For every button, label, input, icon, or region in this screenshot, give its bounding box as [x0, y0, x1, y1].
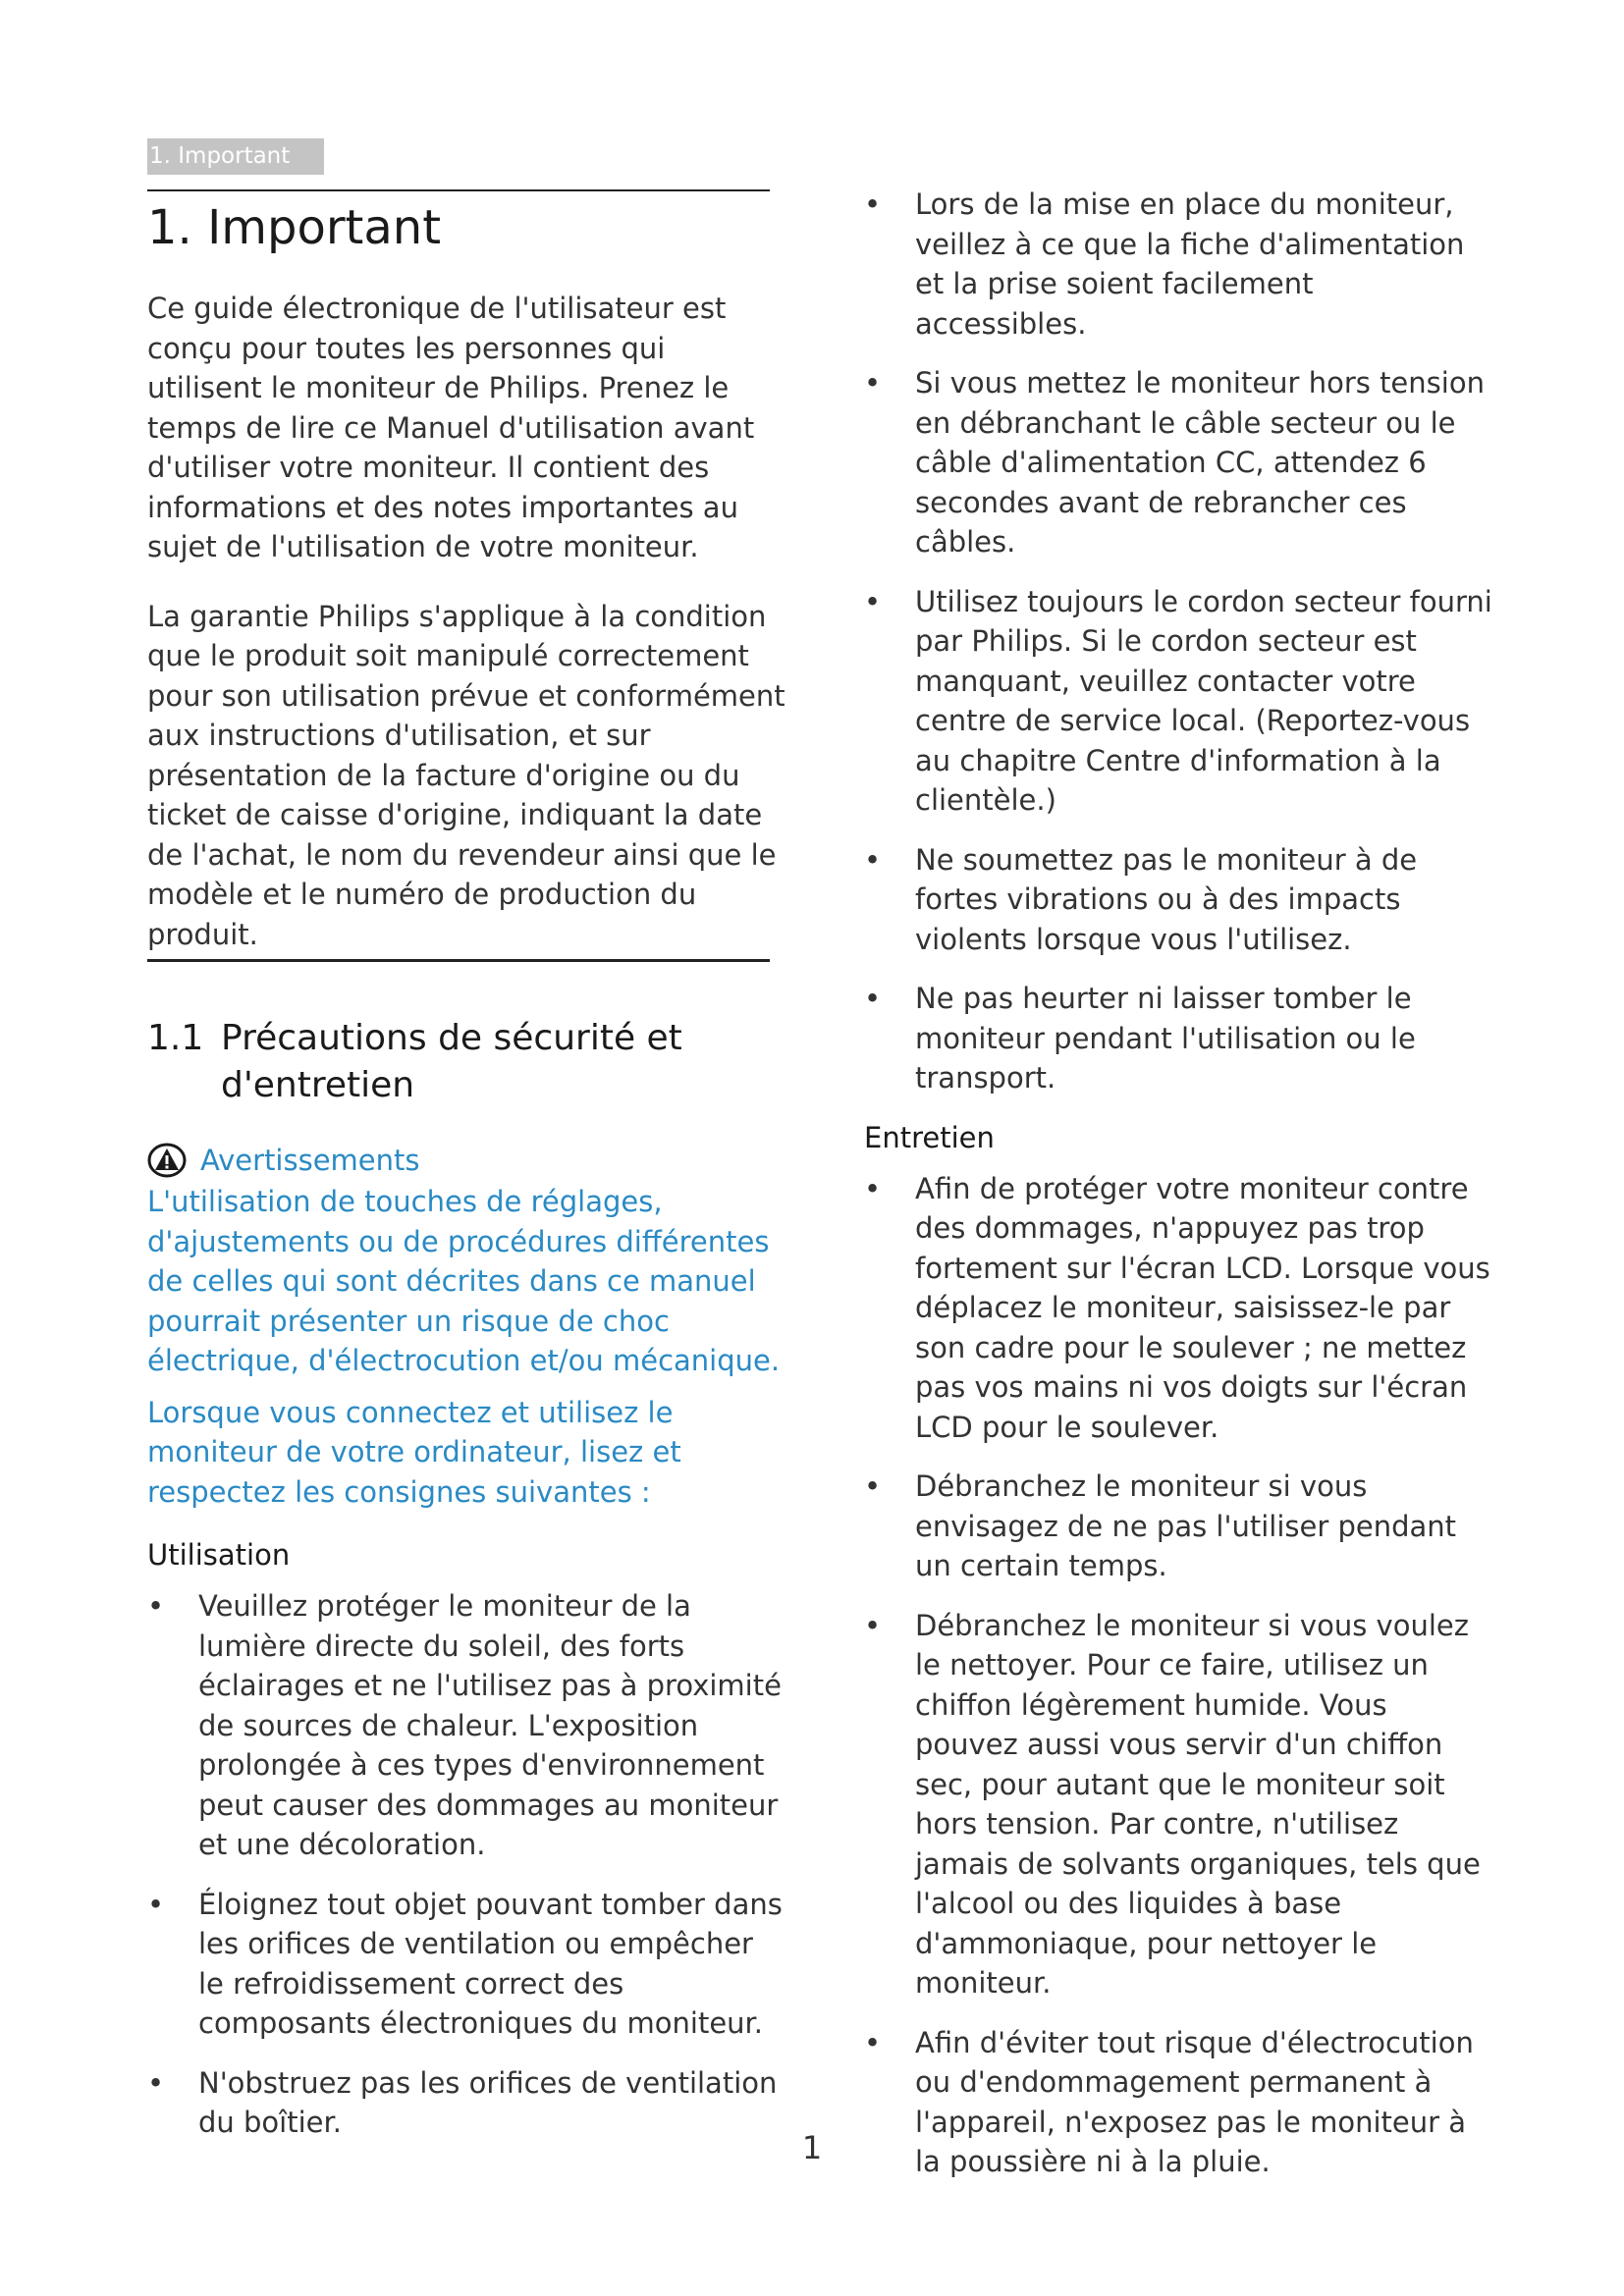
- list-item: [864, 1467, 1492, 1586]
- list-item-text: Veuillez protéger le moniteur de la lumière directe du soleil, des forts éclairages et ne l'utilisez pas à proximité de sources de chaleur. L'exposition prolongée à ces types d'environnement peut causer des dommages au moniteur et une décoloration.: [198, 1589, 782, 1861]
- bullet: •: [864, 982, 882, 1015]
- warning-icon: [147, 1143, 187, 1178]
- left-column: [147, 196, 785, 2163]
- section-number: 1.1: [147, 1018, 204, 1058]
- warning-paragraph: Lorsque vous connectez et utilisez le moniteur de votre ordinateur, lisez et respectez les consignes suivantes :: [147, 1395, 681, 1509]
- warranty-paragraph: La garantie Philips s'applique à la condition que le produit soit manipulé correctement pour son utilisation prévue et conformément aux instructions d'utilisation, et sur présentation de la facture d'origine ou du ticket de caisse d'origine, indiquant la date de l'achat, le nom du revendeur ainsi que le modèle et le numéro de production du produit.: [147, 599, 785, 951]
- list-item: [864, 582, 1492, 821]
- list-item: [864, 1606, 1492, 2003]
- bullet: •: [864, 2025, 882, 2059]
- bullet: •: [864, 1469, 882, 1503]
- bullet: •: [864, 1608, 882, 1642]
- page-title-number: 1.: [147, 200, 192, 255]
- maintenance-list: [864, 1169, 1492, 2182]
- bullet: •: [864, 187, 882, 221]
- list-item-text: Ne soumettez pas le moniteur à de fortes vibrations ou à des impacts violents lorsque vous l'utilisez.: [915, 842, 1418, 956]
- intro-paragraph: Ce guide électronique de l'utilisateur est conçu pour toutes les personnes qui utilisent le moniteur de Philips. Prenez le temps de lire ce Manuel d'utilisation avant d'utiliser votre moniteur. Il contient des informations et des notes importantes au sujet de l'utilisation de votre moniteur.: [147, 292, 755, 563]
- bullet: •: [147, 1887, 165, 1921]
- warning-paragraph: L'utilisation de touches de réglages, d'ajustements ou de procédures différentes de celles qui sont décrites dans ce manuel pourrait présenter un risque de choc électrique, d'électrocution et/ou mécanique.: [147, 1185, 781, 1377]
- chapter-tag: 1. Important: [147, 138, 324, 175]
- bullet: •: [147, 2065, 165, 2100]
- usage-list-right: [864, 185, 1492, 1098]
- bullet: •: [864, 584, 882, 618]
- list-item: [864, 363, 1492, 562]
- right-column: [864, 185, 1492, 2202]
- bullet: •: [147, 1589, 165, 1623]
- bullet: •: [864, 366, 882, 400]
- warning-title: Avertissements: [200, 1144, 420, 1177]
- list-item: [864, 1169, 1492, 1448]
- warning-header: [147, 1141, 785, 1180]
- page-title-text: Important: [207, 200, 442, 255]
- title-rule: [147, 189, 770, 191]
- section-title: Précautions de sécurité et d'entretien: [221, 1018, 682, 1105]
- list-item-text: Afin d'éviter tout risque d'électrocution ou d'endommagement permanent à l'appareil, n'exposez pas le moniteur à la poussière ni à la pluie.: [915, 2025, 1474, 2178]
- list-item: [147, 1586, 785, 1865]
- list-item: [864, 979, 1492, 1098]
- page-number: 1: [801, 2129, 823, 2166]
- list-item-text: Si vous mettez le moniteur hors tension en débranchant le câble secteur ou le câble d'alimentation CC, attendez 6 secondes avant de rebrancher ces câbles.: [915, 366, 1485, 559]
- list-item-text: Ne pas heurter ni laisser tomber le moniteur pendant l'utilisation ou le transport.: [915, 982, 1416, 1095]
- usage-heading: Utilisation: [147, 1538, 291, 1572]
- list-item: [864, 185, 1492, 344]
- bullet: •: [864, 842, 882, 877]
- list-item-text: N'obstruez pas les orifices de ventilation du boîtier.: [198, 2065, 778, 2139]
- list-item-text: Lors de la mise en place du moniteur, veillez à ce que la fiche d'alimentation et la prise soient facilement accessibles.: [915, 187, 1465, 341]
- page-title: [147, 196, 785, 259]
- usage-list-left: [147, 1586, 785, 2143]
- list-item-text: Afin de protéger votre moniteur contre des dommages, n'appuyez pas trop fortement sur l'écran LCD. Lorsque vous déplacez le moniteur, saisissez-le par son cadre pour le soulever ; ne mettez pas vos mains ni vos doigts sur l'écran LCD pour le soulever.: [915, 1171, 1490, 1444]
- list-item-text: Débranchez le moniteur si vous voulez le nettoyer. Pour ce faire, utilisez un chiffon légèrement humide. Vous pouvez aussi vous servir d'un chiffon sec, pour autant que le moniteur soit hors tension. Par contre, n'utilisez jamais de solvants organiques, tels que l'alcool ou des liquides à base d'ammoniaque, pour nettoyer le moniteur.: [915, 1608, 1481, 2000]
- list-item-text: Éloignez tout objet pouvant tomber dans les orifices de ventilation ou empêcher le refroidissement correct des composants électroniques du moniteur.: [198, 1887, 783, 2040]
- maintenance-heading: Entretien: [864, 1120, 995, 1154]
- list-item: [147, 1885, 785, 2044]
- list-item: [864, 840, 1492, 960]
- list-item-text: Débranchez le moniteur si vous envisagez de ne pas l'utiliser pendant un certain temps.: [915, 1469, 1457, 1582]
- list-item-text: Utilisez toujours le cordon secteur fourni par Philips. Si le cordon secteur est manquant, veuillez contacter votre centre de service local. (Reportez-vous au chapitre Centre d'information à la clientèle.): [915, 584, 1492, 817]
- bullet: •: [864, 1171, 882, 1205]
- section-heading: [147, 1015, 785, 1109]
